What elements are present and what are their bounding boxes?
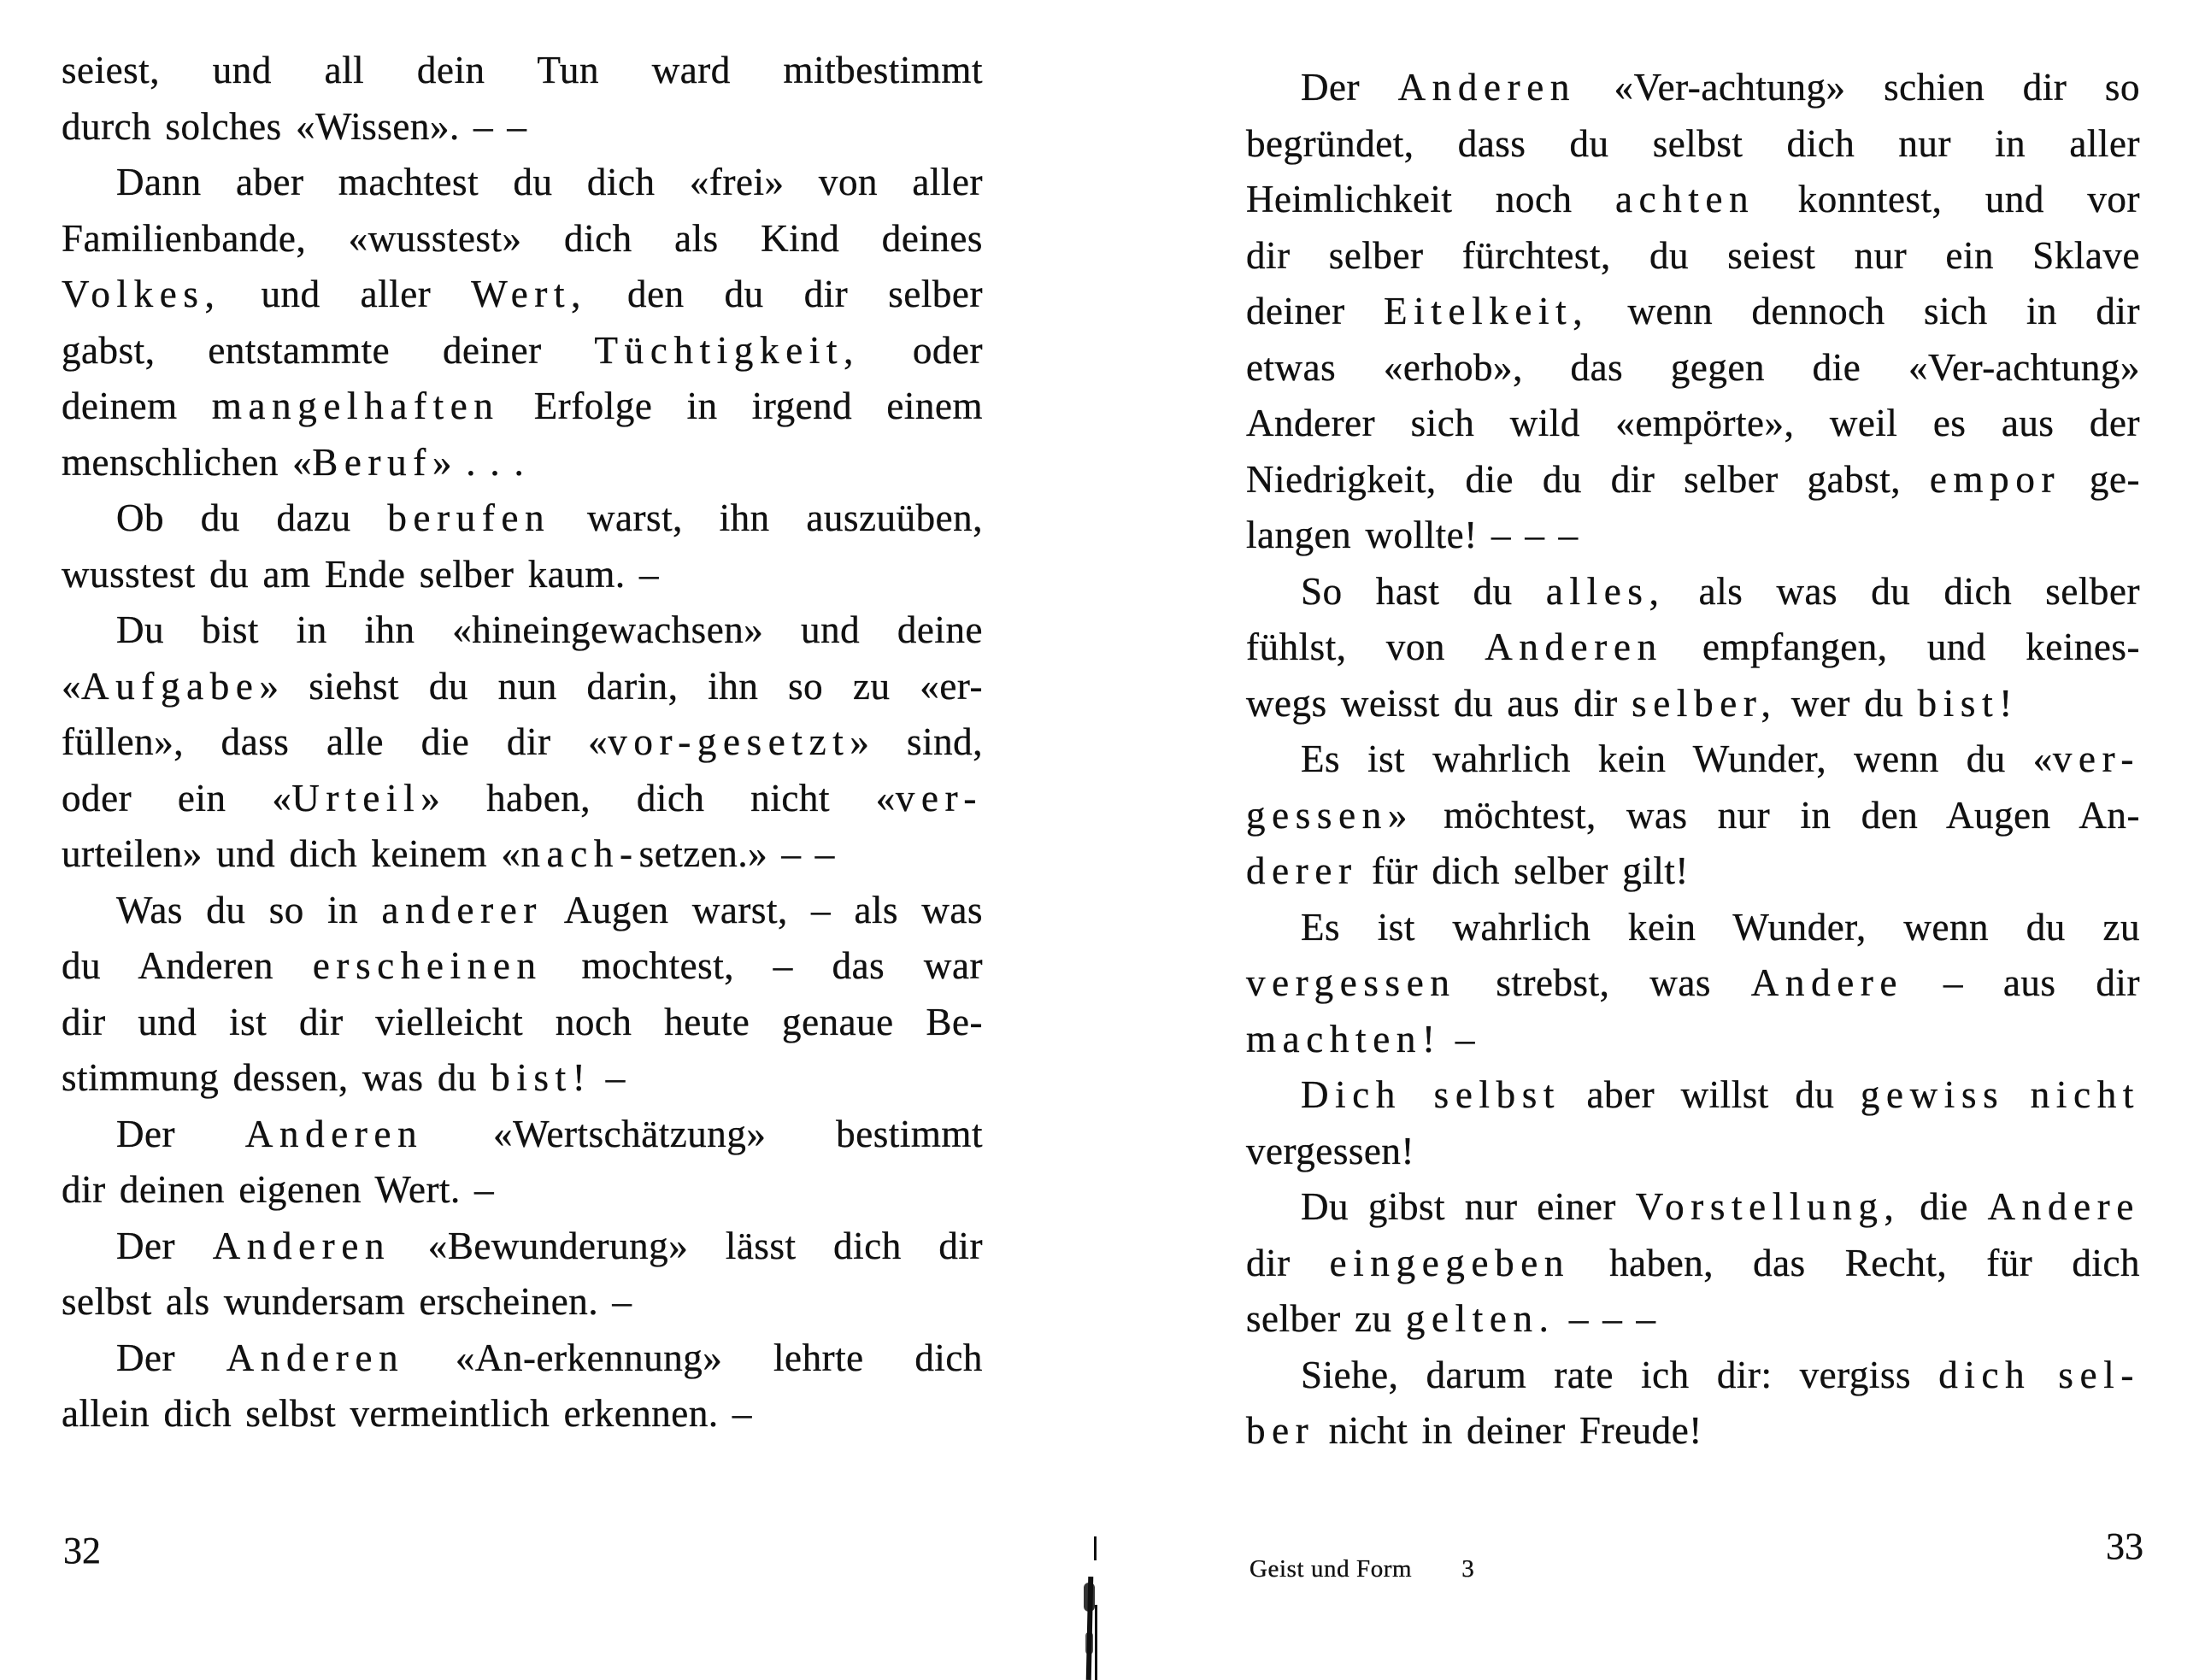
- letterspaced-text: anderer: [381, 888, 543, 931]
- letterspaced-text: bist!: [1917, 681, 2019, 725]
- text-segment: selber zu: [1246, 1297, 1406, 1340]
- letterspaced-text: Anderen: [226, 1336, 405, 1379]
- letterspaced-text: nicht: [2030, 1073, 2140, 1116]
- text-segment: strebst, was: [1455, 961, 1751, 1004]
- text-segment: «An-erkennung» lehrte dich: [404, 1336, 983, 1379]
- signature-sheet-number: 3: [1461, 1555, 1475, 1583]
- text-segment: begründet, dass du selbst dich nur in aller: [1246, 121, 2140, 165]
- letterspaced-text: sel-: [2058, 1353, 2140, 1396]
- text-segment: Dann aber machtest du dich «frei» von aller: [116, 161, 983, 203]
- text-segment: möchtest, was nur in den Augen An-: [1414, 793, 2140, 837]
- letterspaced-text: Volkes,: [62, 273, 221, 315]
- text-segment: konntest, und vor: [1755, 178, 2140, 220]
- text-line: [1246, 1067, 2140, 1124]
- text-line: [62, 99, 983, 156]
- text-line: [1246, 1236, 2140, 1292]
- text-segment: oder: [860, 328, 983, 372]
- letterspaced-text: mangelhaften: [211, 385, 500, 427]
- text-segment: wer du: [1777, 681, 1918, 725]
- letterspaced-text: alles,: [1545, 569, 1666, 613]
- text-segment: dir: [1246, 1241, 1330, 1284]
- text-line: [1246, 955, 2140, 1012]
- text-segment: Anderer sich wild «empörte», weil es aus der: [1246, 402, 2140, 444]
- text-segment: nicht in deiner Freude!: [1314, 1409, 1702, 1452]
- letterspaced-text: bist!: [491, 1056, 592, 1099]
- text-line: [62, 1050, 983, 1107]
- text-segment: allein dich selbst vermeintlich erkennen. –: [62, 1392, 752, 1435]
- text-segment: wenn dennoch sich in dir: [1589, 290, 2140, 332]
- letterspaced-text: derer: [1246, 849, 1358, 892]
- text-segment: – – –: [1555, 1297, 1656, 1340]
- text-line: [1246, 1179, 2140, 1236]
- page-32-text-block: [62, 43, 983, 1442]
- text-segment: –: [1441, 1017, 1475, 1060]
- letterspaced-text: Anderen: [244, 1112, 424, 1155]
- text-segment: deiner: [1246, 290, 1384, 332]
- text-line: [1246, 396, 2140, 452]
- text-line: [62, 1107, 983, 1163]
- text-line: [62, 883, 983, 939]
- text-line: [1246, 1012, 2140, 1068]
- text-segment: wegs weisst du aus dir: [1246, 681, 1632, 725]
- text-segment: als was du dich selber: [1665, 569, 2140, 613]
- text-line: [1246, 1124, 2140, 1180]
- text-segment: füllen», dass alle die dir «: [62, 720, 609, 763]
- text-segment: » siehst du nun darin, ihn so zu «er-: [259, 664, 983, 708]
- text-segment: Es ist wahrlich kein Wunder, wenn du zu: [1301, 905, 2140, 949]
- text-line: [62, 771, 983, 827]
- text-segment: –: [591, 1056, 626, 1099]
- text-segment: haben, das Recht, für dich: [1570, 1241, 2140, 1284]
- letterspaced-text: Anderen: [212, 1224, 391, 1267]
- letterspaced-text: vor-gesetzt: [608, 720, 850, 763]
- text-segment: [2031, 1354, 2058, 1396]
- letterspaced-text: empor: [1929, 457, 2061, 501]
- text-line: [62, 1162, 983, 1219]
- letterspaced-text: Tüchtigkeit,: [594, 328, 861, 372]
- text-segment: Was du so in: [116, 888, 382, 931]
- text-segment: dir selber fürchtest, du seiest nur ein Sklave: [1246, 233, 2140, 277]
- text-line: [1246, 1403, 2140, 1460]
- text-segment: Der: [1301, 66, 1398, 109]
- text-line: [62, 602, 983, 659]
- letterspaced-text: eingegeben: [1329, 1241, 1571, 1284]
- letterspaced-text: Wert,: [471, 273, 588, 315]
- text-segment: Es ist wahrlich kein Wunder, wenn du «: [1301, 737, 2053, 780]
- text-line: [1246, 116, 2140, 173]
- page-33-text-block: [1246, 60, 2140, 1460]
- ink-artifact: [1085, 1632, 1093, 1654]
- text-segment: durch solches «Wissen». – –: [62, 104, 527, 148]
- text-line: [62, 435, 983, 491]
- text-segment: «: [62, 664, 82, 708]
- letterspaced-text: vergessen: [1246, 961, 1456, 1004]
- letterspaced-text: gessen»: [1246, 793, 1414, 837]
- text-segment: Ob du dazu: [116, 496, 388, 539]
- text-line: [1246, 340, 2140, 397]
- text-segment: den du dir selber: [587, 273, 983, 315]
- text-segment: menschlichen «: [62, 440, 313, 484]
- letterspaced-text: nach-: [520, 832, 639, 875]
- text-segment: etwas «erhob», das gegen die «Ver-achtung»: [1246, 345, 2140, 389]
- text-line: [1246, 900, 2140, 956]
- text-segment: Niedrigkeit, die du dir selber gabst,: [1246, 457, 1930, 501]
- letterspaced-text: gewiss: [1860, 1073, 2005, 1116]
- text-line: [62, 211, 983, 267]
- text-line: [1246, 452, 2140, 508]
- text-line: [62, 1219, 983, 1275]
- text-segment: für dich selber gilt!: [1357, 849, 1689, 892]
- text-segment: wusstest du am Ende selber kaum. –: [62, 552, 659, 596]
- letterspaced-text: ber: [1246, 1409, 1315, 1452]
- text-line: [1246, 1348, 2140, 1404]
- letterspaced-text: machten!: [1246, 1017, 1442, 1060]
- page-number-33: 33: [2106, 1525, 2143, 1567]
- printers-signature: [1250, 1557, 1474, 1582]
- text-segment: [2004, 1073, 2030, 1116]
- text-line: [62, 43, 983, 99]
- text-line: [1246, 788, 2140, 844]
- text-line: [1246, 843, 2140, 900]
- text-segment: seiest, und all dein Tun ward mitbestimmt: [62, 49, 983, 91]
- text-line: [62, 1274, 983, 1330]
- text-segment: stimmung dessen, was du: [62, 1056, 491, 1099]
- text-segment: empfangen, und keines-: [1662, 626, 2140, 668]
- letterspaced-text: Andere: [1750, 961, 1904, 1004]
- text-line: [62, 547, 983, 603]
- text-segment: Erfolge in irgend einem: [499, 385, 984, 427]
- letterspaced-text: Andere: [1987, 1185, 2140, 1228]
- text-line: [62, 155, 983, 211]
- text-segment: und aller: [220, 273, 472, 315]
- text-line: [1246, 731, 2140, 788]
- text-segment: gabst, entstammte deiner: [62, 328, 595, 372]
- letterspaced-text: Eitelkeit,: [1384, 290, 1590, 332]
- text-line: [1246, 564, 2140, 620]
- text-segment: Der: [116, 1112, 245, 1155]
- text-line: [1246, 172, 2140, 228]
- letterspaced-text: dich: [1938, 1353, 2032, 1396]
- text-segment: oder ein «: [62, 776, 292, 819]
- text-segment: «Ver-achtung» schien dir so: [1576, 66, 2140, 109]
- signature-title: Geist und Form: [1250, 1555, 1413, 1583]
- text-line: [62, 938, 983, 995]
- text-segment: langen wollte! – – –: [1246, 514, 1579, 556]
- page-33: [1102, 0, 2205, 1680]
- letterspaced-text: selber,: [1632, 681, 1778, 725]
- text-line: [1246, 284, 2140, 340]
- text-segment: deinem: [62, 385, 212, 427]
- letterspaced-text: berufen: [387, 496, 551, 539]
- text-line: [1246, 60, 2140, 116]
- text-line: [1246, 1291, 2140, 1348]
- ink-artifact: [1094, 1536, 1097, 1560]
- text-line: [62, 995, 983, 1051]
- text-segment: dir und ist dir vielleicht noch heute genaue Be-: [62, 1000, 983, 1043]
- letterspaced-text: Dich selbst: [1301, 1073, 1561, 1116]
- text-segment: Siehe, darum rate ich dir: vergiss: [1301, 1353, 1939, 1396]
- letterspaced-text: Aufgabe: [81, 664, 260, 708]
- text-segment: Der: [116, 1336, 226, 1379]
- text-segment: » haben, dich nicht «: [420, 776, 896, 819]
- text-segment: dir deinen eigenen Wert. –: [62, 1168, 495, 1211]
- text-segment: » . . .: [432, 440, 525, 484]
- text-segment: mochtest, – das war: [542, 944, 983, 987]
- text-segment: selbst als wundersam erscheinen. –: [62, 1280, 632, 1323]
- text-segment: So hast du: [1301, 569, 1546, 613]
- text-line: [1246, 676, 2140, 732]
- text-line: [62, 659, 983, 715]
- text-segment: Heimlichkeit noch: [1246, 178, 1615, 220]
- text-line: [62, 1330, 983, 1387]
- page-number-32: 32: [63, 1530, 101, 1571]
- letterspaced-text: Anderen: [1485, 626, 1663, 668]
- text-segment: du Anderen: [62, 944, 313, 987]
- letterspaced-text: erscheinen: [312, 944, 543, 987]
- text-line: [62, 490, 983, 547]
- text-segment: «Bewunderung» lässt dich dir: [391, 1224, 983, 1267]
- text-line: [62, 379, 983, 435]
- text-segment: Du gibst nur einer: [1301, 1185, 1636, 1228]
- text-line: [1246, 620, 2140, 676]
- text-line: [62, 1386, 983, 1442]
- text-segment: » sind,: [850, 720, 984, 763]
- text-segment: aber willst du: [1561, 1073, 1861, 1116]
- text-segment: setzen.» – –: [638, 832, 835, 875]
- letterspaced-text: Beruf: [312, 440, 432, 484]
- letterspaced-text: Vorstellung,: [1635, 1185, 1901, 1228]
- text-segment: – aus dir: [1903, 961, 2140, 1004]
- text-line: [62, 267, 983, 323]
- text-segment: warst, ihn auszuüben,: [550, 496, 983, 539]
- letterspaced-text: ver-: [2052, 737, 2140, 780]
- text-segment: Augen warst, – als was: [542, 888, 983, 931]
- text-line: [62, 714, 983, 771]
- text-segment: Der: [116, 1224, 213, 1267]
- text-segment: vergessen!: [1246, 1129, 1415, 1172]
- text-line: [62, 826, 983, 883]
- text-segment: urteilen» und dich keinem «: [62, 832, 521, 875]
- ink-artifact: [1084, 1583, 1095, 1612]
- ink-artifact: [1095, 1605, 1097, 1680]
- letterspaced-text: Urteil: [291, 776, 421, 819]
- text-segment: «Wertschätzung» bestimmt: [423, 1112, 983, 1155]
- letterspaced-text: Anderen: [1397, 66, 1577, 109]
- text-segment: die: [1900, 1185, 1988, 1228]
- text-line: [1246, 508, 2140, 564]
- text-line: [62, 323, 983, 379]
- text-segment: ge-: [2061, 457, 2141, 501]
- page-32: [0, 0, 1102, 1680]
- text-segment: fühlst, von: [1246, 626, 1485, 668]
- letterspaced-text: achten: [1614, 178, 1755, 220]
- letterspaced-text: ver-: [895, 776, 983, 819]
- letterspaced-text: gelten.: [1405, 1297, 1555, 1340]
- text-segment: Familienbande, «wusstest» dich als Kind deines: [62, 216, 983, 260]
- text-line: [1246, 228, 2140, 285]
- text-segment: Du bist in ihn «hineingewachsen» und deine: [116, 608, 983, 651]
